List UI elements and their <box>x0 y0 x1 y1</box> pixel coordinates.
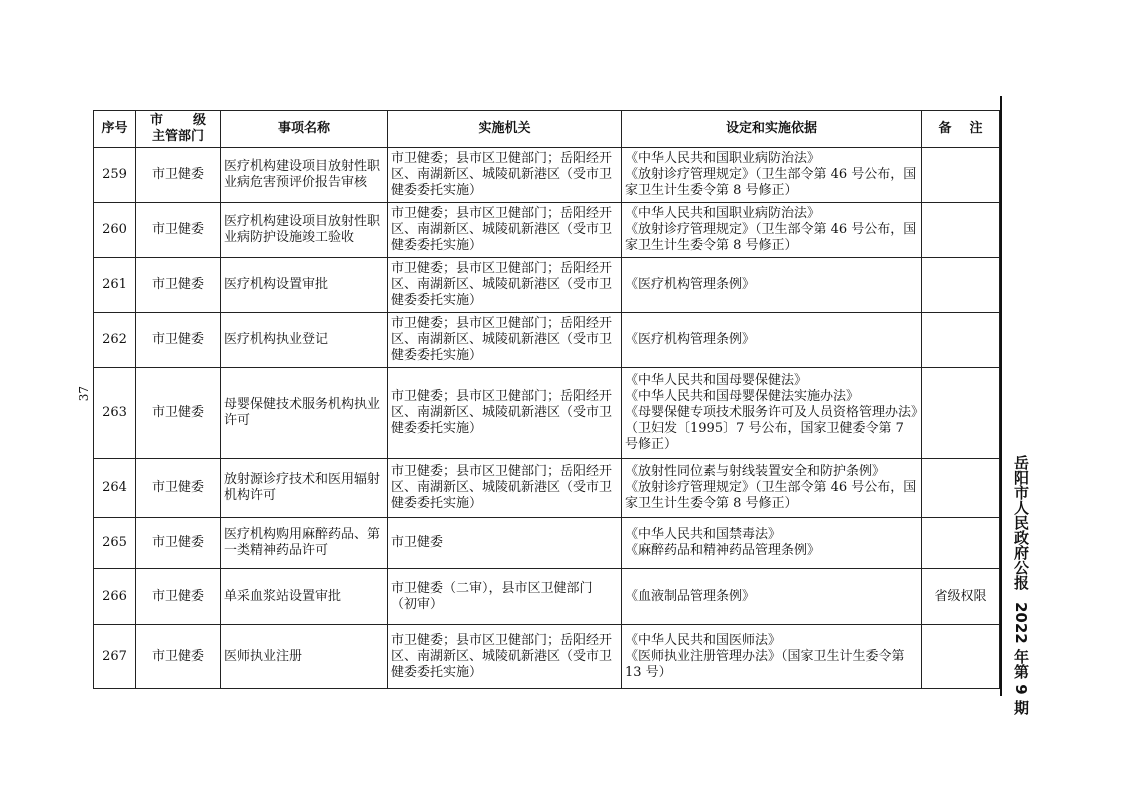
header-basis: 设定和实施依据 <box>622 111 922 148</box>
cell-basis <box>622 368 922 459</box>
cell-item: 医疗机构设置审批 <box>221 258 388 313</box>
cell-basis <box>622 258 922 313</box>
cell-item: 医师执业注册 <box>221 625 388 689</box>
cell-item: 放射源诊疗技术和医用辐射机构许可 <box>221 459 388 518</box>
table-row <box>94 203 1000 258</box>
cell-agency: 市卫健委；县市区卫健部门；岳阳经开区、南湖新区、城陵矶新港区（受市卫健委委托实施） <box>388 258 622 313</box>
header-row <box>94 111 1000 148</box>
cell-note <box>922 368 1000 459</box>
cell-no: 261 <box>94 258 136 313</box>
basis-line: 《放射诊疗管理规定》（卫生部令第 46 号公布，国家卫生计生委令第 8 号修正） <box>625 222 917 253</box>
cell-no: 267 <box>94 625 136 689</box>
table-row <box>94 148 1000 203</box>
basis-line: 《母婴保健专项技术服务许可及人员资格管理办法》（卫妇发〔1995〕7 号公布，国家卫健委令第 7 号修正） <box>625 405 918 452</box>
header-no: 序号 <box>94 111 136 148</box>
cell-no: 263 <box>94 368 136 459</box>
cell-agency: 市卫健委 <box>388 518 622 569</box>
header-agency: 实施机关 <box>388 111 622 148</box>
cell-dept: 市卫健委 <box>136 148 221 203</box>
table-row <box>94 625 1000 689</box>
cell-no: 262 <box>94 313 136 368</box>
cell-dept: 市卫健委 <box>136 518 221 569</box>
basis-line: 《医师执业注册管理办法》（国家卫生计生委令第 13 号） <box>625 648 905 680</box>
header-note-label: 备 注 <box>938 121 983 136</box>
table-row <box>94 313 1000 368</box>
cell-basis <box>622 148 922 203</box>
cell-note <box>922 625 1000 689</box>
table-row <box>94 459 1000 518</box>
header-dept <box>136 111 221 148</box>
cell-item: 医疗机构建设项目放射性职业病防护设施竣工验收 <box>221 203 388 258</box>
journal-side-title <box>1008 455 1032 715</box>
cell-agency: 市卫健委（二审），县市区卫健部门（初审） <box>388 569 622 625</box>
cell-no: 259 <box>94 148 136 203</box>
header-item: 事项名称 <box>221 111 388 148</box>
cell-item: 母婴保健技术服务机构执业许可 <box>221 368 388 459</box>
cell-basis <box>622 459 922 518</box>
cell-note <box>922 203 1000 258</box>
journal-name: 岳阳市人民政府公报 <box>1012 455 1030 590</box>
basis-line: 《中华人民共和国职业病防治法》 <box>625 151 821 166</box>
table-row <box>94 569 1000 625</box>
page-number: 37 <box>77 386 91 402</box>
basis-line: 《中华人民共和国医师法》 <box>625 632 782 648</box>
cell-basis <box>622 203 922 258</box>
basis-line: 《医疗机构管理条例》 <box>625 277 756 292</box>
cell-dept: 市卫健委 <box>136 258 221 313</box>
basis-line: 《中华人民共和国职业病防治法》 <box>625 206 821 221</box>
cell-note <box>922 313 1000 368</box>
cell-agency: 市卫健委；县市区卫健部门；岳阳经开区、南湖新区、城陵矶新港区（受市卫健委委托实施） <box>388 203 622 258</box>
cell-agency: 市卫健委；县市区卫健部门；岳阳经开区、南湖新区、城陵矶新港区（受市卫健委委托实施） <box>388 625 622 689</box>
basis-line: 《麻醉药品和精神药品管理条例》 <box>625 543 821 558</box>
cell-no: 265 <box>94 518 136 569</box>
header-dept-line2: 主管部门 <box>151 129 204 144</box>
journal-issue: 2022 年第 9 期 <box>1012 602 1030 715</box>
cell-agency: 市卫健委；县市区卫健部门；岳阳经开区、南湖新区、城陵矶新港区（受市卫健委委托实施） <box>388 459 622 518</box>
cell-basis <box>622 518 922 569</box>
basis-line: 《放射性同位素与射线装置安全和防护条例》 <box>625 464 886 479</box>
cell-no: 266 <box>94 569 136 625</box>
cell-note <box>922 148 1000 203</box>
cell-no: 264 <box>94 459 136 518</box>
basis-line: 《放射诊疗管理规定》（卫生部令第 46 号公布，国家卫生计生委令第 8 号修正） <box>625 480 917 511</box>
cell-item: 医疗机构建设项目放射性职业病危害预评价报告审核 <box>221 148 388 203</box>
cell-dept: 市卫健委 <box>136 313 221 368</box>
cell-dept: 市卫健委 <box>136 625 221 689</box>
header-note <box>922 111 1000 148</box>
cell-basis <box>622 313 922 368</box>
basis-line: 《放射诊疗管理规定》（卫生部令第 46 号公布，国家卫生计生委令第 8 号修正） <box>625 167 917 198</box>
cell-item: 医疗机构执业登记 <box>221 313 388 368</box>
cell-note <box>922 258 1000 313</box>
cell-dept: 市卫健委 <box>136 569 221 625</box>
cell-note <box>922 459 1000 518</box>
basis-line: 《医疗机构管理条例》 <box>625 332 756 347</box>
side-divider <box>1000 96 1002 696</box>
cell-basis <box>622 625 922 689</box>
cell-item: 单采血浆站设置审批 <box>221 569 388 625</box>
basis-line: 《中华人民共和国母婴保健法实施办法》 <box>625 389 860 404</box>
cell-agency: 市卫健委；县市区卫健部门；岳阳经开区、南湖新区、城陵矶新港区（受市卫健委委托实施） <box>388 148 622 203</box>
approval-items-table <box>93 110 1000 689</box>
cell-agency: 市卫健委；县市区卫健部门；岳阳经开区、南湖新区、城陵矶新港区（受市卫健委委托实施） <box>388 313 622 368</box>
cell-agency: 市卫健委；县市区卫健部门；岳阳经开区、南湖新区、城陵矶新港区（受市卫健委委托实施） <box>388 368 622 459</box>
cell-note: 省级权限 <box>922 569 1000 625</box>
cell-dept: 市卫健委 <box>136 203 221 258</box>
cell-dept: 市卫健委 <box>136 368 221 459</box>
cell-note <box>922 518 1000 569</box>
table-row <box>94 368 1000 459</box>
cell-dept: 市卫健委 <box>136 459 221 518</box>
table-row <box>94 258 1000 313</box>
cell-no: 260 <box>94 203 136 258</box>
basis-line: 《中华人民共和国禁毒法》 <box>625 527 782 542</box>
basis-line: 《中华人民共和国母婴保健法》 <box>625 373 808 388</box>
cell-item: 医疗机构购用麻醉药品、第一类精神药品许可 <box>221 518 388 569</box>
basis-line: 《血液制品管理条例》 <box>625 588 756 604</box>
header-dept-line1: 市 级 <box>150 113 206 128</box>
cell-basis <box>622 569 922 625</box>
table-row <box>94 518 1000 569</box>
